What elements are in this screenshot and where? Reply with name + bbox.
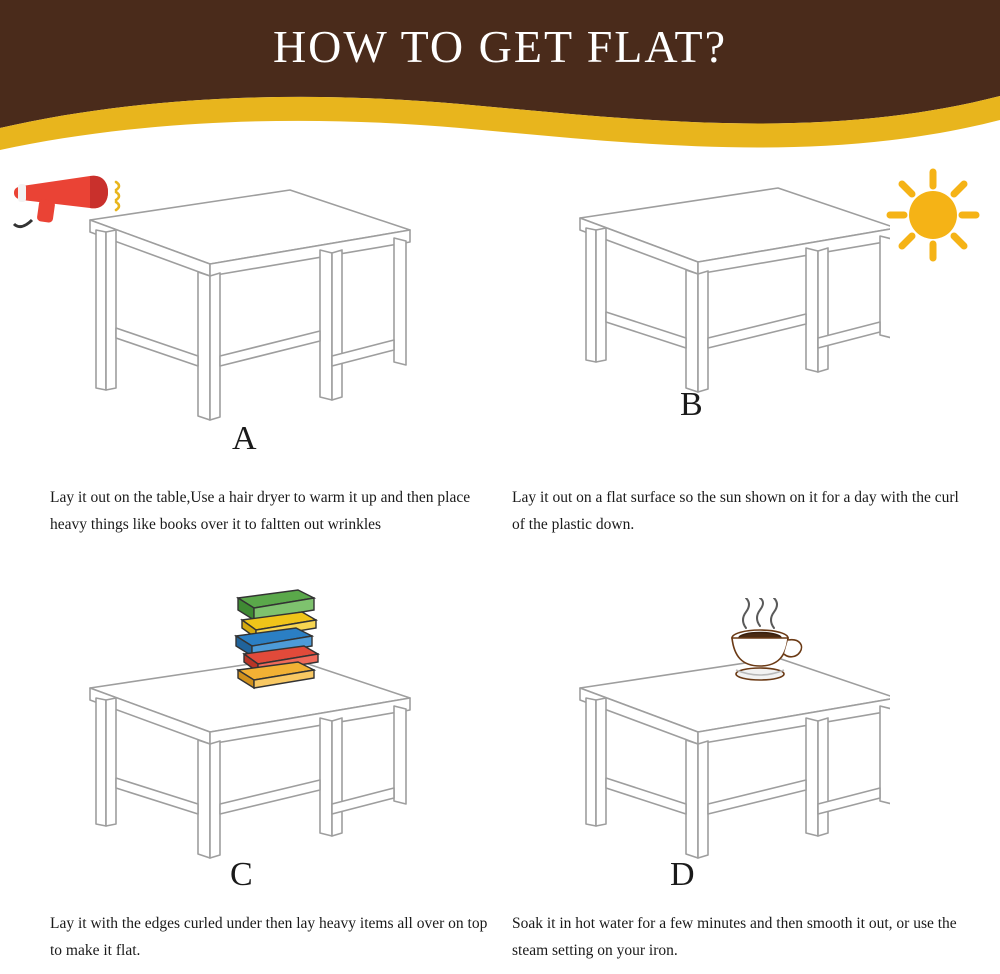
panel-caption-d: Soak it in hot water for a few minutes and then smooth it out, or use the steam setting on your iron. [512,915,957,960]
coffee-cup-icon [712,598,822,693]
panel-caption-c: Lay it with the edges curled under then lay heavy items all over on top to make it flat. [50,915,488,960]
stack-of-books-icon [220,580,340,695]
panel-caption-a: Lay it out on the table,Use a hair dryer to warm it up and then place heavy things like books over it to faltten out wrinkles [50,489,471,534]
panel-a [20,160,500,560]
panel-letter-a: A [232,420,257,457]
panel-b [500,160,980,560]
panel-letter-b: B [680,386,703,423]
header-banner [0,0,1000,152]
page-title: HOW TO GET FLAT? [272,21,728,72]
sun-icon [878,160,988,275]
panel-c [20,570,500,974]
panels-grid [0,150,1000,974]
panel-d [500,570,980,974]
panel-caption-b: Lay it out on a flat surface so the sun shown on it for a day with the curl of the plastic down. [512,489,959,534]
hair-dryer-icon [12,170,142,255]
panel-letter-c: C [230,856,253,893]
panel-letter-d: D [670,856,695,893]
